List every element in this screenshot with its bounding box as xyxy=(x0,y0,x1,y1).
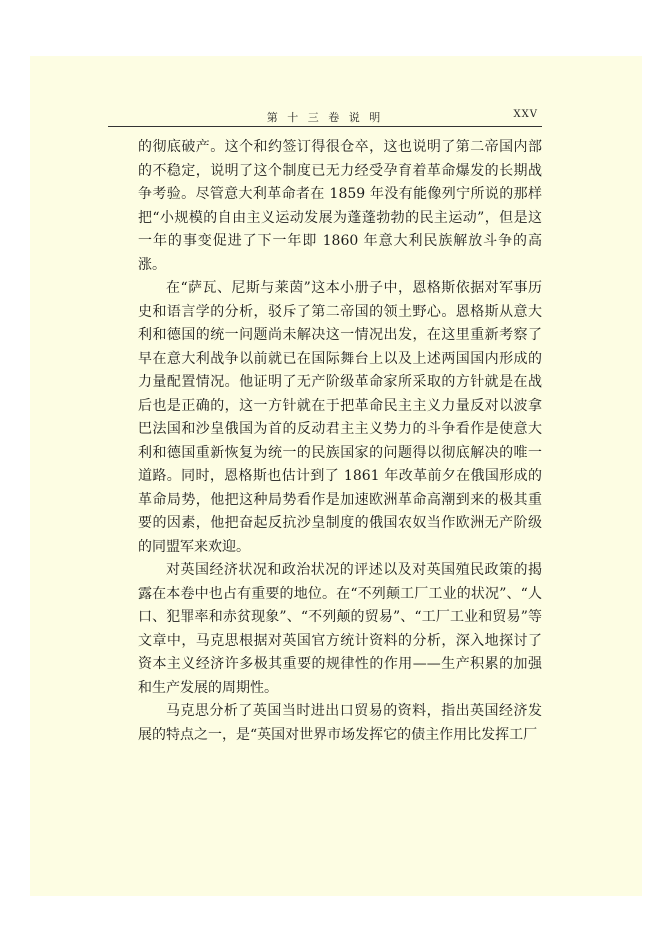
paragraph: 在“萨瓦、尼斯与莱茵”这本小册子中，恩格斯依据对军事历史和语言学的分析，驳斥了第二帝国的领土野心。恩格斯从意大利和德国的统一问题尚未解决这一情况出发，在这里重新考察了早在意大利战争以前就已在国际舞台上以及上述两国国内形成的力量配置情况。他证明了无产阶级革命家所采取的方针就是在战后也是正确的，这一方针就在于把革命民主主义力量反对以波拿巴法国和沙皇俄国为首的反动君主主义势力的斗争看作是使意大利和德国重新恢复为统一的民族国家的问题得以彻底解决的唯一道路。同时，恩格斯也估计到了 1861 年改革前夕在俄国形成的革命局势，他把这种局势看作是加速欧洲革命高潮到来的极其重要的因素，他把奋起反抗沙皇制度的俄国农奴当作欧洲无产阶级的同盟军来欢迎。 xyxy=(138,280,542,555)
body-text xyxy=(138,136,542,747)
paragraph: 马克思分析了英国当时进出口贸易的资料，指出英国经济发展的特点之一，是“英国对世界市场发挥它的债主作用比发挥工厂 xyxy=(138,703,542,743)
paragraph: 对英国经济状况和政治状况的评述以及对英国殖民政策的揭露在本卷中也占有重要的地位。在“不列颠工厂工业的状况”、“人口、犯罪率和赤贫现象”、“不列颠的贸易”、“工厂工业和贸易”等文章中，马克思根据对英国官方统计资料的分析，深入地探讨了资本主义经济许多极其重要的规律性的作用——生产积累的加强和生产发展的周期性。 xyxy=(138,562,542,696)
paragraph-continued: 的彻底破产。这个和约签订得很仓卒，这也说明了第二帝国内部的不稳定，说明了这个制度已无力经受孕育着革命爆发的长期战争考验。尽管意大利革命者在 1859 年没有能像列宁所说的那样把“小规模的自由主义运动发展为蓬蓬勃勃的民主运动”，但是这一年的事变促进了下一年即 1860 年意大利民族解放斗争的高涨。 xyxy=(138,139,542,273)
running-head xyxy=(108,106,542,127)
page-number: XXV xyxy=(513,109,538,120)
running-head-title: 第 十 三 卷 说 明 xyxy=(266,111,384,124)
